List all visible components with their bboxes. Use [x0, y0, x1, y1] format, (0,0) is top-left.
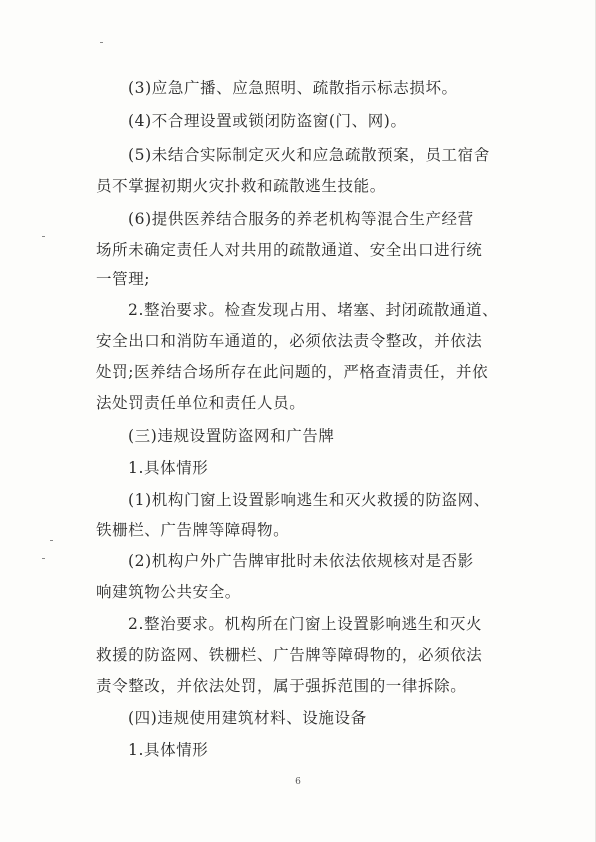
- scan-speck: [42, 558, 45, 559]
- scan-speck: [100, 42, 103, 43]
- text-line: 员不掌握初期火灾扑救和疏散逃生技能。: [96, 177, 386, 195]
- scan-speck: [42, 236, 45, 237]
- text-line: (6)提供医养结合服务的养老机构等混合生产经营: [128, 210, 474, 228]
- subsection-heading: 1.具体情形: [128, 741, 209, 759]
- scan-speck: [50, 540, 53, 541]
- subsection-heading: 1.具体情形: [128, 459, 209, 477]
- section-heading: (三)违规设置防盗网和广告牌: [128, 427, 335, 445]
- text-line: 救援的防盗网、铁栅栏、广告牌等障碍物的，必须依法: [96, 646, 483, 664]
- text-line: 铁栅栏、广告牌等障碍物。: [96, 521, 290, 539]
- text-line: 责令整改，并依法处罚，属于强拆范围的一律拆除。: [96, 677, 467, 695]
- text-line: 响建筑物公共安全。: [96, 583, 241, 601]
- text-line: 安全出口和消防车通道的，必须依法责令整改，并依法: [96, 332, 483, 350]
- section-heading: (四)违规使用建筑材料、设施设备: [128, 709, 367, 727]
- text-line: (4)不合理设置或锁闭防盗窗(门、网)。: [128, 112, 407, 130]
- text-line: 法处罚责任单位和责任人员。: [96, 394, 306, 412]
- text-line: 2.整治要求。检查发现占用、堵塞、封闭疏散通道、: [128, 301, 499, 319]
- text-line: (5)未结合实际制定灭火和应急疏散预案，员工宿舍: [128, 146, 490, 164]
- text-line: 一管理;: [96, 270, 151, 288]
- text-line: (3)应急广播、应急照明、疏散指示标志损坏。: [128, 79, 458, 97]
- text-line: (2)机构户外广告牌审批时未依法依规核对是否影: [128, 552, 474, 570]
- text-line: 2.整治要求。机构所在门窗上设置影响逃生和灭火: [128, 615, 483, 633]
- text-line: 处罚;医养结合场所存在此问题的，严格查清责任，并依: [96, 363, 489, 381]
- page-number: 6: [295, 777, 301, 787]
- text-line: (1)机构门窗上设置影响逃生和灭火救援的防盗网、: [128, 491, 490, 509]
- text-line: 场所未确定责任人对共用的疏散通道、安全出口进行统: [96, 241, 483, 259]
